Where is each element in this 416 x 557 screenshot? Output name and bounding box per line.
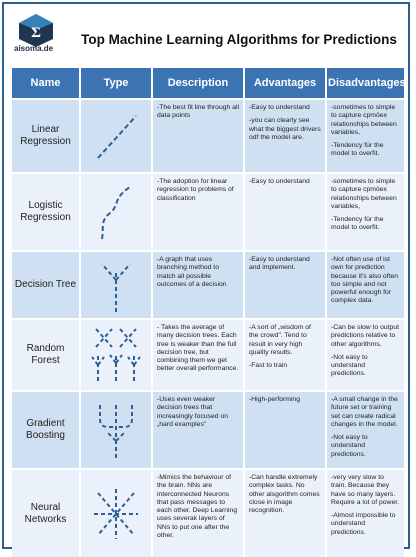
disadvantage-text: -Tendency für the model to overfit. — [331, 216, 384, 232]
brand-name: aisoma.de — [14, 44, 54, 53]
algorithm-name: Neural Networks — [12, 469, 80, 557]
description-text: -Mimics the behaviour of the brain. NNs are interconnected Neurons that pass messages to each other. Deep Learning uses severak layers of NNs to put one after the other. — [157, 474, 238, 540]
advantage-text: -A sort of „wisdom of the crowd". Tend to result in very high quality results. — [249, 324, 311, 356]
advantage-text: -High-performing — [249, 396, 300, 403]
linear-regression-icon — [86, 106, 146, 166]
description-text: -The best fit line through all data points — [157, 104, 239, 120]
svg-text:Σ: Σ — [31, 25, 41, 41]
advantage-text: -Easy to understand and implement. — [249, 256, 310, 272]
table-row — [12, 391, 404, 469]
neural-network-icon — [84, 479, 148, 549]
table-row — [12, 469, 404, 557]
aisoma-logo-icon — [16, 12, 56, 48]
advantage-text: -Easy to understand — [249, 178, 310, 185]
advantage-text: -Easy to understand — [249, 104, 310, 111]
disadvantage-text: -A small change in the future set or training set can create radical changes in the model. — [331, 396, 398, 428]
disadvantage-text: -Not easy to understand predictions. — [331, 434, 368, 458]
gradient-boosting-icon — [86, 397, 146, 463]
table-row — [12, 173, 404, 251]
col-header-name: Name — [12, 68, 80, 99]
algorithm-name: Decision Tree — [12, 251, 80, 319]
col-header-description: Description — [152, 68, 244, 99]
algorithm-name: Gradient Boosting — [12, 391, 80, 469]
disadvantage-text: -sometimes to simple to capture cpmöex relationships between variables, — [331, 178, 397, 210]
table-row — [12, 251, 404, 319]
advantage-text: -Can handle extremely complex tasks. No other alsgorithm comes close in image recognition. — [249, 474, 320, 515]
disadvantage-text: -Can be slow to output predictions relative to other algorithms. — [331, 324, 400, 348]
description-text: -A graph that uses branching method to match all possible outcomes of a decision — [157, 256, 227, 288]
disadvantage-text: -Not often use of ist own for prediction because it's also often too simple and not powerful enough for complex data. — [331, 256, 399, 305]
advantage-text: -Fast to train — [249, 362, 288, 370]
page-title: Top Machine Learning Algorithms for Predictions — [81, 32, 397, 47]
table-header-row — [12, 68, 404, 99]
description-text: - Takes the average of many decision trees. Each tree is weaker than the full decision tree, but combining them we get better overall performance. — [157, 324, 239, 373]
algorithm-name: Linear Regression — [12, 99, 80, 173]
table-row — [12, 99, 404, 173]
disadvantage-text: -sometimes to simple to capture cpmöex relationships between variables, — [331, 104, 397, 136]
description-text: -The adoption for linear regression to problems of classification — [157, 178, 234, 202]
random-forest-icon — [84, 323, 148, 387]
disadvantage-text: -very very slow to train. Because they have so many layers. Require a lot of power. — [331, 474, 400, 506]
advantage-text: -you can clearly see what the biggest drivers odf the model are. — [249, 117, 321, 141]
table-row — [12, 319, 404, 391]
algorithm-name: Random Forest — [12, 319, 80, 391]
col-header-type: Type — [80, 68, 152, 99]
logistic-regression-icon — [86, 179, 146, 245]
disadvantage-text: -Almost impossible to understand predictions. — [331, 512, 396, 536]
algorithm-name: Logistic Regression — [12, 173, 80, 251]
col-header-advantages: Advantages — [244, 68, 326, 99]
description-text: -Uses even weaker decision trees that increasingly focused on „hard examples" — [157, 396, 229, 428]
col-header-disadvantages: Disadvantages — [326, 68, 404, 99]
algorithms-table — [12, 68, 404, 557]
decision-tree-icon — [86, 256, 146, 314]
disadvantage-text: -Not easy to understand predictions. — [331, 353, 368, 378]
disadvantage-text: -Tendency für the model to overfit. — [331, 142, 384, 158]
